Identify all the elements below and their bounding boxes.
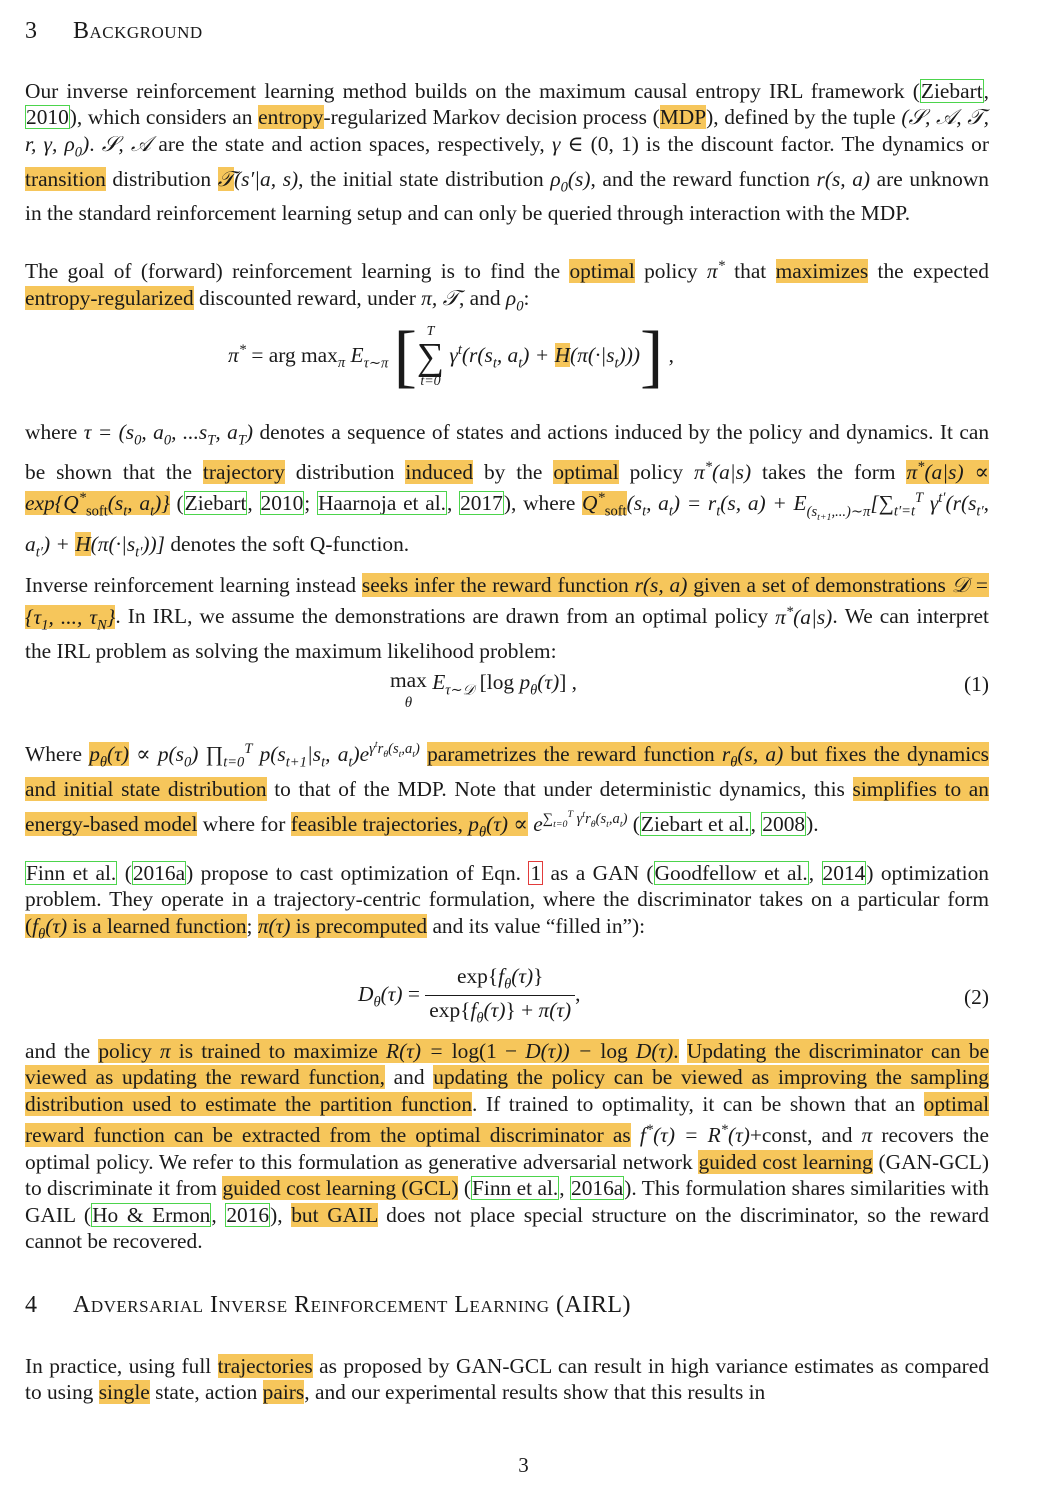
citation[interactable]: Haarnoja et al. [317, 491, 447, 516]
citation[interactable]: Ziebart [920, 79, 983, 103]
equation-1: max θ $E_{\tau\sim 𝒟}$ [log $p_\theta(\tau)$] , [390, 668, 578, 711]
section-title: Adversarial Inverse Reinforcement Learning (AIRL) [73, 1292, 632, 1318]
section-title: Background [73, 18, 203, 44]
citation[interactable]: Finn et al. [471, 1176, 559, 1201]
paragraph-4: Inverse reinforcement learning instead seeks infer the reward function r(s, a) given a set of demonstrations 𝒟 = {$\tau_1$, ..., $\tau_N$}. In IRL, we assume the demonstrations are drawn from an optimal policy π*(a|s). We can interpret the IRL problem as solving the maximum likelihood problem: [25, 573, 989, 664]
citation[interactable]: Ho & Ermon [92, 1202, 211, 1227]
citation[interactable]: 2017 [460, 491, 503, 516]
citation[interactable]: 2008 [762, 812, 806, 837]
citation[interactable]: 2010 [260, 491, 304, 516]
citation[interactable]: Ziebart [184, 491, 247, 516]
paragraph-7: and the policy π is trained to maximize R(τ) = log(1 − D(τ)) − log D(τ). Updating the discriminator can be viewed as updating the reward function, and updating the policy can be viewed as improving the sampling distribution used to estimate the partition function. If trained to optimality, it can be shown that an optimal reward function can be extracted from the optimal discriminator as f*(τ) = R*(τ)+const, and π recovers the optimal policy. We refer to this formulation as generative adversarial network guided cost learning (GAN-GCL) to discriminate it from guided cost learning (GCL) (Finn et al., 2016a). This formulation shares similarities with GAIL (Ho & Ermon, 2016), but GAIL does not place special structure on the discriminator, so the reward cannot be recovered. [25, 1039, 990, 1253]
citation[interactable]: 2016 [226, 1202, 270, 1227]
paragraph-8: In practice, using full trajectories as proposed by GAN-GCL can result in high variance estimates as compared to using single state, action pairs, and our experimental results show that this results in [25, 1354, 989, 1405]
section-number: 4 [25, 1292, 38, 1318]
equation-reference[interactable]: 1 [530, 861, 542, 885]
paragraph-6: Finn et al. (2016a) propose to cast optimization of Eqn. 1 as a GAN (Goodfellow et al., 2014) optimization problem. They operate in a trajectory-centric formulation, where the discriminator takes on a particular form ($f_\theta(\tau)$ is a learned function; π(τ) is precomputed and its value “filled in”): [25, 861, 989, 943]
equation-2: $D_\theta(\tau)$ = $\frac{\exp\{f_\theta(\tau)\}}{\exp\{f_\theta(\tau)\} + \pi(\tau)}$ , [358, 964, 581, 1027]
paragraph-2: The goal of (forward) reinforcement learning is to find the optimal policy π* that maximizes the expected entropy-regularized discounted reward, under π, 𝒯, and $\rho_0$: [25, 258, 989, 314]
paragraph-5: Where $p_\theta(\tau) \propto p(s_0)$ $\prod_{t=0}^T$ $p(s_{t+1}|s_t$, $a_t)e^{\gamma^tr_\theta(s_t,a_t)}$ parametrizes the reward function $r_\theta(s$, a) but fixes the dynamics and initial state distribution to that of the MDP. Note that under deterministic dynamics, this simplifies to an energy-based model where for feasible trajectories, $p_\theta(\tau) \propto e^{\sum_{t=0}^T \gamma^tr_\theta(s_t,a_t)}$ (Ziebart et al., 2008). [25, 739, 990, 841]
paragraph-1: Our inverse reinforcement learning method builds on the maximum causal entropy IRL framework (Ziebart, 2010), which considers an entropy-regularized Markov decision process (MDP), defined by the tuple (𝒮, 𝒜, 𝒯, r, γ, $\rho_0$). 𝒮, 𝒜 are the state and action spaces, respectively, γ ∈ (0, 1) is the discount factor. The dynamics or transition distribution 𝒯(s′|a, s), the initial state distribution $\rho_0(s)$, and the reward function r(s, a) are unknown in the standard reinforcement learning setup and can only be queried through interaction with the MDP. [25, 79, 989, 226]
section-heading-3 [25, 18, 203, 45]
citation[interactable]: 2016a [571, 1176, 624, 1201]
citation[interactable]: Goodfellow et al. [654, 861, 808, 885]
equation-policy-objective: π* = arg $\max_\pi E_{\tau\sim\pi}$ [ T ∑ t=0 $\gamma^t(r(s_t$, $a_t) + H(\pi(\cdot|s_t))$)] , [228, 318, 674, 395]
citation[interactable]: 2014 [822, 861, 866, 885]
citation[interactable]: 2016a [132, 861, 186, 885]
section-number: 3 [25, 18, 38, 44]
citation[interactable]: Finn et al. [26, 861, 117, 885]
paragraph-3: where $\tau = (s_0$, $a_0$, $...s_T$, $a_T$) denotes a sequence of states and actions induced by the policy and dynamics. It can be shown that the trajectory distribution induced by the optimal policy π*(a|s) takes the form $\pi^*(a|s) \propto \exp\{Q^*_{soft}(s_t$, $a_t$)} (Ziebart, 2010; Haarnoja et al., 2017), where $Q^*_{soft}(s_t$, $a_t) = r_t(s$, $a) + E_{(s_{t+1},...)\sim\pi}[\sum_{t'=t}^T$ $\gamma^{t'}(r(s_{t'}$, $a_{t'}) + H(\pi(\cdot|s_{t'}))$] denotes the soft Q-function. [25, 420, 990, 561]
citation[interactable]: 2010 [26, 105, 69, 130]
page-number: 3 [518, 1453, 529, 1477]
section-heading-4 [25, 1292, 631, 1319]
equation-2-label: (2) [964, 985, 989, 1009]
citation[interactable]: Ziebart et al. [640, 812, 750, 837]
equation-1-label: (1) [964, 672, 989, 696]
